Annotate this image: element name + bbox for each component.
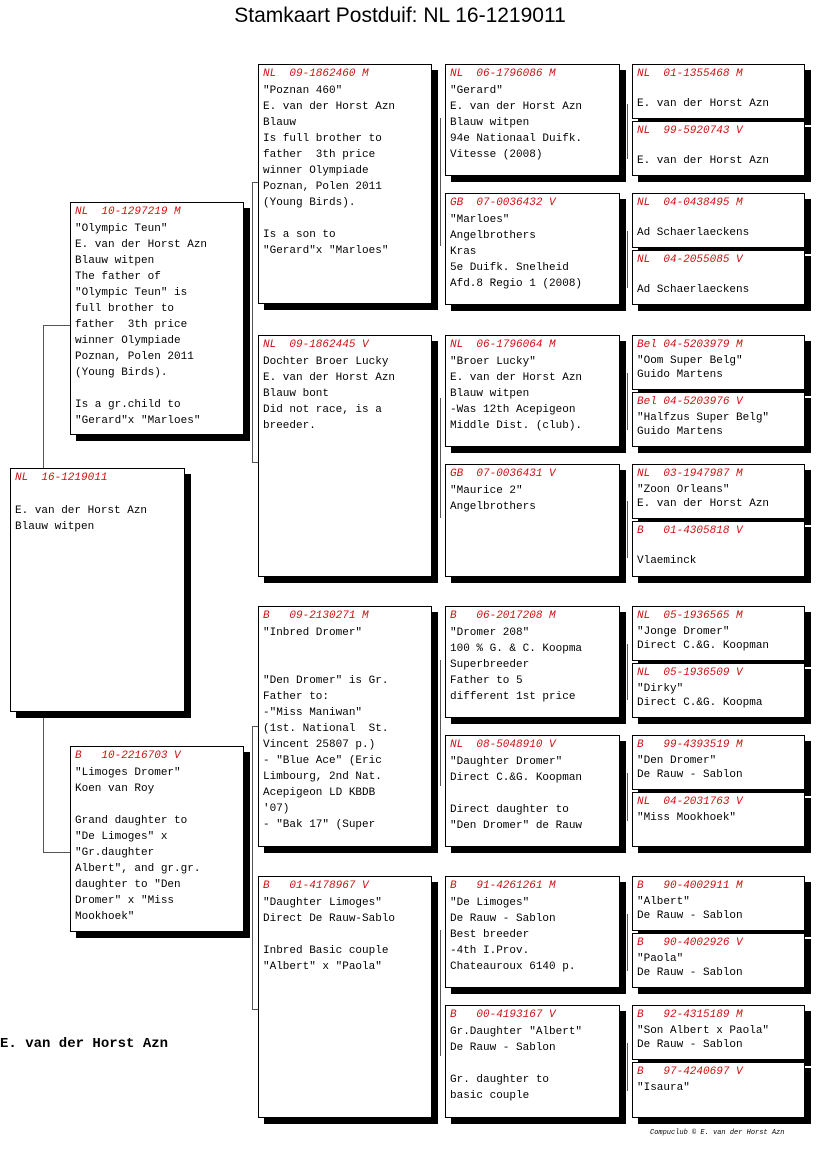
pigeon-card-sire: [70, 202, 244, 435]
pigeon-info-line: "Gr.daughter: [75, 847, 155, 859]
pigeon-card-dam: [70, 746, 244, 932]
pigeon-info-line: The father of: [75, 271, 161, 283]
ring-number: NL 04-2055085 V: [637, 254, 743, 266]
pigeon-info-line: Best breeder: [450, 929, 530, 941]
pigeon-info-line: Superbreeder: [450, 659, 530, 671]
pigeon-info-line: Poznan, Polen 2011: [75, 351, 194, 363]
pigeon-info-line: [637, 269, 800, 283]
pigeon-info-line: (1st. National St.: [263, 723, 389, 735]
pigeon-info-line: Ad Schaerlaeckens: [637, 284, 750, 296]
pigeon-info-line: Angelbrothers: [450, 230, 536, 242]
pigeon-info-line: "Daughter Dromer": [450, 756, 563, 768]
pigeon-info-line: De Rauw - Sablon: [637, 967, 743, 979]
pigeon-info-line: [75, 797, 239, 813]
pigeon-info-line: basic couple: [450, 1090, 530, 1102]
pigeon-info-line: Chateauroux 6140 p.: [450, 961, 576, 973]
pigeon-info-line: Father to 5: [450, 675, 523, 687]
pigeon-info-line: E. van der Horst Azn: [637, 498, 770, 510]
connector: [440, 930, 441, 1056]
connector: [43, 325, 44, 468]
pigeon-info-line: "Albert" x "Paola": [263, 961, 382, 973]
pigeon-card-root: [10, 468, 185, 712]
connector: [627, 914, 628, 971]
connector: [627, 501, 628, 558]
pigeon-info-line: Limbourg, 2nd Nat.: [263, 771, 382, 783]
pigeon-card-gen4-3: [632, 193, 805, 248]
ring-number: Bel 04-5203979 M: [637, 339, 743, 351]
pigeon-info-line: Mookhoek": [75, 911, 135, 923]
pigeon-info-line: "Miss Mookhoek": [637, 812, 737, 824]
pigeon-info-line: Blauw witpen: [450, 388, 530, 400]
pigeon-info-line: breeder.: [263, 420, 316, 432]
pigeon-info-line: Afd.8 Regio 1 (2008): [450, 278, 583, 290]
ring-number: B 90-4002926 V: [637, 937, 743, 949]
ring-number: B 09-2130271 M: [263, 610, 369, 622]
pigeon-info-line: 5e Duifk. Snelheid: [450, 262, 569, 274]
pigeon-info-line: [75, 381, 239, 397]
pigeon-card-gen4-4: [632, 250, 805, 305]
pigeon-info-line: "Son Albert x Paola": [637, 1025, 770, 1037]
ring-number: NL 04-2031763 V: [637, 796, 743, 808]
pigeon-info-line: father 3th price: [75, 319, 188, 331]
pigeon-info-line: Is a gr.child to: [75, 399, 181, 411]
pigeon-info-line: different 1st price: [450, 691, 576, 703]
ring-number: NL 06-1796086 M: [450, 68, 556, 80]
pigeon-info-line: "Paola": [637, 953, 684, 965]
pigeon-info-line: "Den Dromer": [637, 755, 717, 767]
connector: [252, 726, 253, 1009]
pigeon-info-line: "Isaura": [637, 1082, 690, 1094]
pigeon-info-line: [637, 540, 800, 554]
pigeon-info-line: [637, 83, 800, 97]
pigeon-card-gen4-2: [632, 121, 805, 176]
connector: [627, 644, 628, 700]
pigeon-card-gen4-15: [632, 1005, 805, 1060]
connector: [43, 712, 44, 852]
pigeon-info-line: Dromer" x "Miss: [75, 895, 175, 907]
ring-number: B 99-4393519 M: [637, 739, 743, 751]
ring-number: NL 03-1947987 M: [637, 468, 743, 480]
pigeon-info-line: Direct daughter to: [450, 804, 569, 816]
pigeon-card-ssd: [445, 193, 620, 305]
pigeon-info-line: [637, 212, 800, 226]
ring-number: GB 07-0036431 V: [450, 468, 556, 480]
pigeon-info-line: father 3th price: [263, 149, 376, 161]
ring-number: B 91-4261261 M: [450, 880, 556, 892]
pigeon-info-line: (Young Birds).: [75, 367, 168, 379]
ring-number: NL 05-1936509 V: [637, 667, 743, 679]
pigeon-info-line: E. van der Horst Azn: [450, 101, 583, 113]
ring-number: NL 04-0438495 M: [637, 197, 743, 209]
pigeon-info-line: Blauw witpen: [15, 521, 95, 533]
connector: [627, 1043, 628, 1091]
pigeon-info-line: Is a son to: [263, 229, 336, 241]
pigeon-info-line: '07): [263, 803, 290, 815]
pigeon-info-line: Guido Martens: [637, 426, 723, 438]
ring-number: B 97-4240697 V: [637, 1066, 743, 1078]
pigeon-info-line: Ad Schaerlaeckens: [637, 227, 750, 239]
pigeon-card-gen4-16: [632, 1062, 805, 1118]
ring-number: GB 07-0036432 V: [450, 197, 556, 209]
pigeon-info-line: [263, 641, 427, 657]
pigeon-info-line: E. van der Horst Azn: [263, 372, 396, 384]
ring-number: Bel 04-5203976 V: [637, 396, 743, 408]
pigeon-info-line: Direct De Rauw-Sablo: [263, 913, 396, 925]
pigeon-info-line: De Rauw - Sablon: [450, 1042, 556, 1054]
pigeon-info-line: -Was 12th Acepigeon: [450, 404, 576, 416]
pigeon-info-line: Direct C.&G. Koopman: [637, 640, 770, 652]
pigeon-info-line: "De Limoges": [450, 897, 530, 909]
connector: [627, 231, 628, 288]
pigeon-info-line: [450, 786, 615, 802]
pigeon-info-line: E. van der Horst Azn: [637, 98, 770, 110]
pigeon-info-line: "Gerard": [450, 85, 503, 97]
ring-number: B 00-4193167 V: [450, 1009, 556, 1021]
ring-number: NL 09-1862460 M: [263, 68, 369, 80]
pigeon-info-line: E. van der Horst Azn: [75, 239, 208, 251]
pigeon-info-line: "Inbred Dromer": [263, 627, 363, 639]
pigeon-card-dss: [445, 606, 620, 718]
pigeon-info-line: Guido Martens: [637, 369, 723, 381]
pigeon-info-line: Vitesse (2008): [450, 149, 543, 161]
ring-number: B 92-4315189 M: [637, 1009, 743, 1021]
connector: [440, 398, 441, 518]
pigeon-info-line: "Den Dromer" is Gr.: [263, 675, 389, 687]
pigeon-info-line: "Oom Super Belg": [637, 355, 743, 367]
pigeon-info-line: "Dirky": [637, 683, 684, 695]
pigeon-info-line: E. van der Horst Azn: [637, 155, 770, 167]
pigeon-info-line: Koen van Roy: [75, 783, 155, 795]
pigeon-info-line: Kras: [450, 246, 477, 258]
pigeon-info-line: Gr.Daughter "Albert": [450, 1026, 583, 1038]
pigeon-info-line: 94e Nationaal Duifk.: [450, 133, 583, 145]
pigeon-info-line: [637, 140, 800, 154]
connector: [440, 118, 441, 246]
pigeon-card-gen4-5: [632, 335, 805, 390]
ring-number: NL 10-1297219 M: [75, 206, 181, 218]
pigeon-info-line: Poznan, Polen 2011: [263, 181, 382, 193]
pigeon-info-line: Vincent 25807 p.): [263, 739, 376, 751]
pigeon-card-gen4-9: [632, 606, 805, 661]
pigeon-info-line: "Daughter Limoges": [263, 897, 382, 909]
pigeon-card-dam-sire: [258, 606, 432, 847]
pigeon-info-line: "Dromer 208": [450, 627, 530, 639]
connector: [627, 373, 628, 430]
pigeon-info-line: Blauw bont: [263, 388, 330, 400]
connector: [440, 660, 441, 786]
pigeon-info-line: Father to:: [263, 691, 330, 703]
pigeon-info-line: [263, 657, 427, 673]
pigeon-info-line: winner Olympiade: [75, 335, 181, 347]
pigeon-info-line: "Jonge Dromer": [637, 626, 730, 638]
ring-number: B 10-2216703 V: [75, 750, 181, 762]
ring-number: NL 16-1219011: [15, 472, 108, 484]
pigeon-info-line: (Young Birds).: [263, 197, 356, 209]
pigeon-info-line: "De Limoges" x: [75, 831, 168, 843]
ring-number: NL 99-5920743 V: [637, 125, 743, 137]
pigeon-info-line: E. van der Horst Azn: [15, 505, 148, 517]
ring-number: NL 05-1936565 M: [637, 610, 743, 622]
pigeon-info-line: De Rauw - Sablon: [637, 1039, 743, 1051]
pigeon-info-line: - "Bak 17" (Super: [263, 819, 376, 831]
pigeon-card-gen4-6: [632, 392, 805, 447]
ring-number: B 90-4002911 M: [637, 880, 743, 892]
pigeon-info-line: -4th I.Prov.: [450, 945, 530, 957]
pigeon-card-dsd: [445, 735, 620, 847]
pigeon-info-line: -"Miss Maniwan": [263, 707, 363, 719]
pigeon-info-line: - "Blue Ace" (Eric: [263, 755, 382, 767]
pigeon-info-line: De Rauw - Sablon: [450, 913, 556, 925]
pigeon-card-gen4-10: [632, 663, 805, 718]
pigeon-info-line: winner Olympiade: [263, 165, 369, 177]
pigeon-info-line: "Zoon Orleans": [637, 484, 730, 496]
pigeon-info-line: Is full brother to: [263, 133, 382, 145]
copyright-credit: Compuclub © E. van der Horst Azn: [650, 1129, 785, 1137]
pigeon-info-line: "Olympic Teun" is: [75, 287, 188, 299]
pigeon-card-sire-dam: [258, 335, 432, 577]
pigeon-info-line: "Gerard"x "Marloes": [263, 245, 389, 257]
pigeon-card-gen4-7: [632, 464, 805, 519]
pigeon-info-line: "Broer Lucky": [450, 356, 536, 368]
ring-number: B 06-2017208 M: [450, 610, 556, 622]
page-title: Stamkaart Postduif: NL 16-1219011: [234, 4, 566, 27]
pigeon-info-line: Angelbrothers: [450, 501, 536, 513]
pigeon-info-line: E. van der Horst Azn: [450, 372, 583, 384]
pigeon-info-line: 100 % G. & C. Koopma: [450, 643, 583, 655]
connector: [43, 325, 70, 326]
pigeon-info-line: Did not race, is a: [263, 404, 382, 416]
pigeon-info-line: Dochter Broer Lucky: [263, 356, 389, 368]
pigeon-info-line: E. van der Horst Azn: [263, 101, 396, 113]
ring-number: NL 06-1796064 M: [450, 339, 556, 351]
pigeon-info-line: Blauw: [263, 117, 297, 129]
pigeon-card-sire-sire: [258, 64, 432, 304]
pigeon-info-line: De Rauw - Sablon: [637, 769, 743, 781]
pigeon-info-line: "Poznan 460": [263, 85, 343, 97]
pigeon-card-sdd: [445, 464, 620, 577]
pigeon-card-sss: [445, 64, 620, 176]
ring-number: NL 08-5048910 V: [450, 739, 556, 751]
pigeon-info-line: Gr. daughter to: [450, 1074, 550, 1086]
pigeon-info-line: Direct C.&G. Koopma: [637, 697, 763, 709]
pigeon-info-line: "Den Dromer" de Rauw: [450, 820, 583, 832]
pigeon-info-line: De Rauw - Sablon: [637, 910, 743, 922]
pigeon-info-line: "Olympic Teun": [75, 223, 168, 235]
pigeon-info-line: "Albert": [637, 896, 690, 908]
pigeon-info-line: "Gerard"x "Marloes": [75, 415, 201, 427]
pigeon-card-gen4-1: [632, 64, 805, 119]
pigeon-info-line: [450, 1056, 615, 1072]
pigeon-info-line: Inbred Basic couple: [263, 945, 389, 957]
pigeon-info-line: Blauw witpen: [75, 255, 155, 267]
pigeon-info-line: "Halfzus Super Belg": [637, 412, 770, 424]
pigeon-info-line: Blauw witpen: [450, 117, 530, 129]
pigeon-info-line: "Limoges Dromer": [75, 767, 181, 779]
pigeon-info-line: "Maurice 2": [450, 485, 523, 497]
pigeon-card-gen4-12: [632, 792, 805, 847]
pigeon-info-line: Middle Dist. (club).: [450, 420, 583, 432]
pigeon-info-line: Grand daughter to: [75, 815, 188, 827]
pigeon-card-gen4-11: [632, 735, 805, 790]
pigeon-info-line: [263, 927, 427, 943]
pigeon-info-line: "Marloes": [450, 214, 510, 226]
pigeon-card-gen4-14: [632, 933, 805, 988]
pigeon-card-gen4-13: [632, 876, 805, 931]
ring-number: NL 01-1355468 M: [637, 68, 743, 80]
ring-number: NL 09-1862445 V: [263, 339, 369, 351]
pigeon-info-line: Albert", and gr.gr.: [75, 863, 201, 875]
pigeon-card-dam-dam: [258, 876, 432, 1118]
pigeon-card-dds: [445, 876, 620, 988]
ring-number: B 01-4178967 V: [263, 880, 369, 892]
pigeon-info-line: [15, 487, 180, 503]
pigeon-info-line: [263, 211, 427, 227]
connector: [252, 182, 253, 462]
breeder-name: E. van der Horst Azn: [0, 1036, 169, 1052]
pigeon-info-line: daughter to "Den: [75, 879, 181, 891]
pigeon-info-line: Vlaeminck: [637, 555, 697, 567]
pigeon-info-line: Direct C.&G. Koopman: [450, 772, 583, 784]
pigeon-card-sds: [445, 335, 620, 447]
connector: [43, 852, 70, 853]
pigeon-info-line: full brother to: [75, 303, 175, 315]
pigeon-info-line: Acepigeon LD KBDB: [263, 787, 376, 799]
connector: [627, 104, 628, 159]
pigeon-card-gen4-8: [632, 521, 805, 577]
connector: [627, 773, 628, 821]
ring-number: B 01-4305818 V: [637, 525, 743, 537]
pigeon-card-ddd: [445, 1005, 620, 1118]
